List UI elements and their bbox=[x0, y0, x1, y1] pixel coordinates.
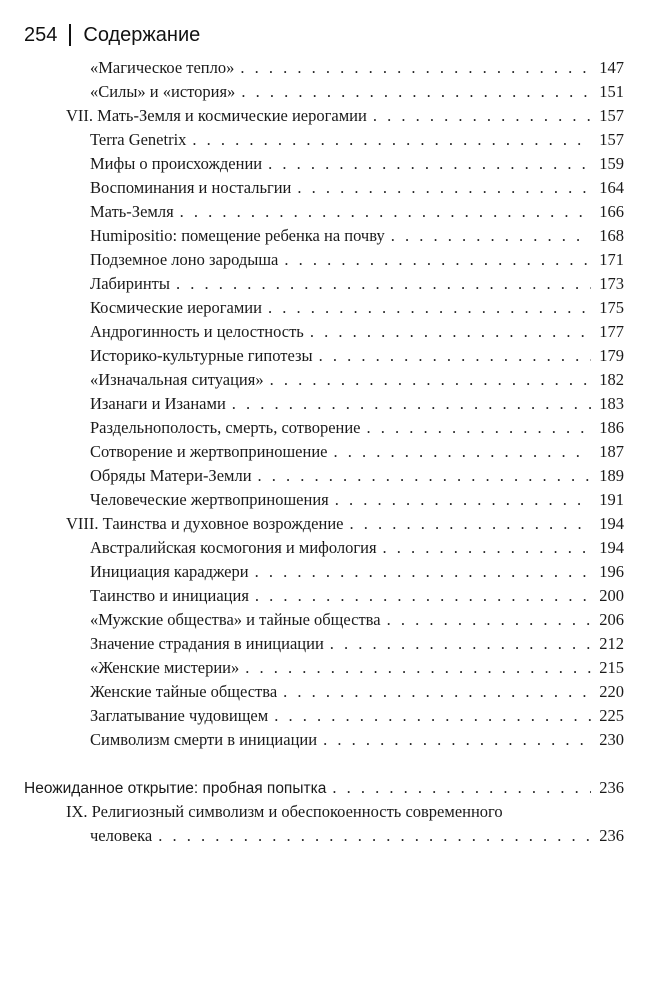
running-head bbox=[24, 20, 200, 50]
toc-entry bbox=[90, 561, 624, 583]
toc-entry-title: «Мужские общества» и тайные общества bbox=[90, 610, 381, 629]
leader-dots bbox=[323, 729, 591, 751]
toc-entry-page: 194 bbox=[599, 514, 624, 533]
toc-entry-page: 183 bbox=[599, 394, 624, 413]
toc-entry-title: «Изначальная ситуация» bbox=[90, 370, 264, 389]
header-separator bbox=[69, 24, 71, 46]
toc-entry-title: Австралийская космогония и мифология bbox=[90, 538, 377, 557]
toc-entry-title: Заглатывание чудовищем bbox=[90, 706, 269, 725]
toc-entry bbox=[90, 321, 624, 343]
section-title: Содержание bbox=[83, 23, 201, 46]
toc-entry-page: 236 bbox=[599, 826, 624, 845]
toc-part bbox=[24, 777, 624, 799]
toc-entry-title: VIII. Таинства и духовное возрождение bbox=[66, 514, 344, 533]
leader-dots bbox=[268, 297, 591, 319]
leader-dots bbox=[297, 177, 591, 199]
toc-entry-title: Лабиринты bbox=[90, 274, 170, 293]
leader-dots bbox=[284, 249, 591, 271]
toc-entry-title: Значение страдания в инициации bbox=[90, 634, 324, 653]
toc-entry-page: 189 bbox=[599, 466, 624, 485]
toc-entry bbox=[90, 657, 624, 679]
toc-entry-title: Humipositio: помещение ребенка на почву bbox=[90, 226, 385, 245]
toc-entry-page: 225 bbox=[599, 706, 624, 725]
leader-dots bbox=[330, 633, 591, 655]
leader-dots bbox=[232, 393, 591, 415]
toc-entry-page: 236 bbox=[599, 778, 624, 797]
toc-entry bbox=[90, 441, 624, 463]
toc-entry-page: 175 bbox=[599, 298, 624, 317]
toc-entry-title: Обряды Матери-Земли bbox=[90, 466, 252, 485]
toc-entry-title: Terra Genetrix bbox=[90, 130, 187, 149]
leader-dots bbox=[192, 129, 591, 151]
page-number: 254 bbox=[24, 23, 58, 46]
toc-entry-title: Историко-культурные гипотезы bbox=[90, 346, 313, 365]
toc-entry-title: Женские тайные общества bbox=[90, 682, 278, 701]
toc-entry-page: 206 bbox=[599, 610, 624, 629]
toc-entry-page: 191 bbox=[599, 490, 624, 509]
leader-dots bbox=[245, 657, 591, 679]
leader-dots bbox=[255, 585, 591, 607]
toc-entry bbox=[90, 177, 624, 199]
toc-entry bbox=[90, 417, 624, 439]
toc-entry bbox=[90, 225, 624, 247]
leader-dots bbox=[158, 825, 591, 847]
toc-entry-title: человека bbox=[90, 826, 153, 845]
toc-entry bbox=[90, 81, 624, 103]
leader-dots bbox=[319, 345, 591, 367]
leader-dots bbox=[332, 777, 591, 799]
toc-entry-page: 173 bbox=[599, 274, 624, 293]
toc-entry-title: VII. Мать-Земля и космические иерогамии bbox=[66, 106, 367, 125]
leader-dots bbox=[180, 201, 591, 223]
toc-chapter bbox=[66, 513, 624, 535]
leader-dots bbox=[350, 513, 592, 535]
toc-entry bbox=[90, 729, 624, 751]
toc-entry-page: 220 bbox=[599, 682, 624, 701]
toc-entry-page: 177 bbox=[599, 322, 624, 341]
leader-dots bbox=[240, 57, 591, 79]
toc-entry-page: 151 bbox=[599, 82, 624, 101]
toc-entry-title: Мифы о происхождении bbox=[90, 154, 263, 173]
toc-entry bbox=[90, 297, 624, 319]
toc-entry-title: Неожиданное открытие: пробная попытка bbox=[24, 780, 327, 797]
toc-entry-page: 212 bbox=[599, 634, 624, 653]
toc-entry bbox=[90, 153, 624, 175]
leader-dots bbox=[383, 537, 591, 559]
leader-dots bbox=[373, 105, 591, 127]
toc-chapter-title-line1: IX. Религиозный символизм и обеспокоенность современного bbox=[66, 802, 503, 821]
toc-entry-title: Андрогинность и целостность bbox=[90, 322, 304, 341]
toc-entry-title: Инициация караджери bbox=[90, 562, 249, 581]
toc-entry-page: 186 bbox=[599, 418, 624, 437]
leader-dots bbox=[270, 369, 591, 391]
toc-entry-page: 182 bbox=[599, 370, 624, 389]
toc-entry-title: Воспоминания и ностальгии bbox=[90, 178, 292, 197]
leader-dots bbox=[334, 441, 592, 463]
toc-chapter bbox=[66, 105, 624, 127]
toc-entry bbox=[90, 537, 624, 559]
toc-entry-page: 194 bbox=[599, 538, 624, 557]
toc-entry-title: Таинство и инициация bbox=[90, 586, 249, 605]
toc-entry-title: Изанаги и Изанами bbox=[90, 394, 226, 413]
toc-entry bbox=[90, 201, 624, 223]
toc-entry-page: 179 bbox=[599, 346, 624, 365]
toc-entry bbox=[90, 705, 624, 727]
toc-entry bbox=[90, 681, 624, 703]
leader-dots bbox=[274, 705, 591, 727]
toc-entry bbox=[90, 633, 624, 655]
toc-entry-page: 157 bbox=[599, 130, 624, 149]
toc-entry-title: «Женские мистерии» bbox=[90, 658, 240, 677]
toc-entry bbox=[90, 273, 624, 295]
leader-dots bbox=[241, 81, 591, 103]
leader-dots bbox=[387, 609, 591, 631]
toc-entry bbox=[90, 465, 624, 487]
leader-dots bbox=[258, 465, 591, 487]
toc-entry-page: 171 bbox=[599, 250, 624, 269]
toc-entry bbox=[90, 345, 624, 367]
toc-entry bbox=[90, 57, 624, 79]
toc-entry-title: Символизм смерти в инициации bbox=[90, 730, 318, 749]
toc-entry-title: Сотворение и жертвоприношение bbox=[90, 442, 328, 461]
toc-entry-title: «Магическое тепло» bbox=[90, 58, 235, 77]
toc-entry bbox=[90, 393, 624, 415]
toc-chapter bbox=[90, 825, 624, 847]
toc-entry-page: 168 bbox=[599, 226, 624, 245]
leader-dots bbox=[367, 417, 591, 439]
toc-entry-page: 200 bbox=[599, 586, 624, 605]
leader-dots bbox=[283, 681, 591, 703]
leader-dots bbox=[335, 489, 591, 511]
toc-entry-page: 230 bbox=[599, 730, 624, 749]
toc-entry bbox=[90, 489, 624, 511]
toc-entry bbox=[90, 249, 624, 271]
toc-entry-page: 159 bbox=[599, 154, 624, 173]
toc-entry-page: 157 bbox=[599, 106, 624, 125]
toc-entry-title: Мать-Земля bbox=[90, 202, 174, 221]
toc-entry-title: Подземное лоно зародыша bbox=[90, 250, 279, 269]
toc-entry-title: «Силы» и «история» bbox=[90, 82, 236, 101]
leader-dots bbox=[268, 153, 591, 175]
toc-entry-page: 164 bbox=[599, 178, 624, 197]
toc-entry-title: Космические иерогамии bbox=[90, 298, 262, 317]
leader-dots bbox=[391, 225, 591, 247]
toc-entry-page: 166 bbox=[599, 202, 624, 221]
toc-entry-page: 147 bbox=[599, 58, 624, 77]
toc-entry-title: Человеческие жертвоприношения bbox=[90, 490, 329, 509]
toc-entry-page: 187 bbox=[599, 442, 624, 461]
toc-entry-title: Раздельнополость, смерть, сотворение bbox=[90, 418, 361, 437]
leader-dots bbox=[310, 321, 591, 343]
leader-dots bbox=[255, 561, 591, 583]
toc-entry bbox=[90, 609, 624, 631]
toc-entry bbox=[90, 585, 624, 607]
leader-dots bbox=[176, 273, 591, 295]
toc-entry-page: 196 bbox=[599, 562, 624, 581]
toc-entry bbox=[90, 129, 624, 151]
toc-entry bbox=[90, 369, 624, 391]
toc-entry-page: 215 bbox=[599, 658, 624, 677]
